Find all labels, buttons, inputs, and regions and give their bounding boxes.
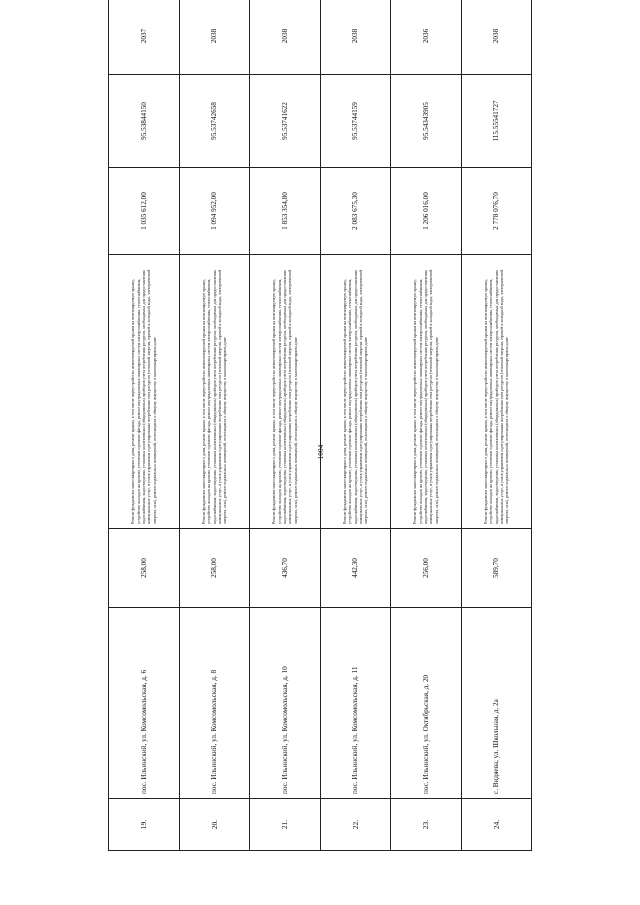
row-address: пос. Ильинский, ул. Комсомольская, д. 6 <box>109 608 180 799</box>
row-cost: 1 206 016,00 <box>391 168 462 255</box>
row-address: пос. Ильинский, ул. Комсомольская, д. 11 <box>320 608 391 799</box>
row-number: 23. <box>391 799 462 851</box>
row-cost: 1 094 952,00 <box>179 168 250 255</box>
row-year: 2038 <box>250 0 321 75</box>
row-area: 256,00 <box>391 529 462 608</box>
row-address: с. Видяева, ул. Школьная, д. 2а <box>461 608 532 799</box>
document-sheet <box>108 28 532 851</box>
table-row <box>461 0 532 851</box>
row-code: 95.53744159 <box>320 75 391 168</box>
row-work-description: Ремонт фундамента многоквартирного дома, ремонт крыши, в том числе переустройство невентилируемой крыши на вентилируемую крышу, устройство выходов на кровлю, утепление и ремонт фасада, ремонт внутридомовых инженерных систем электроснабжения, теплоснабжения, водоснабжения, водоотведения, установка коллективных (общедомовых) приборов учета потребления ресурсов, необходимых для предоставления коммунальных услуг, и узлов управления и регулирования потребления этих ресурсов (тепловой энергии, горячей и холодной воды, электрической энергии, газа), ремонт подвальных помещений, относящихся к общему имуществу в многоквартирном доме <box>109 255 180 529</box>
row-year: 2038 <box>461 0 532 75</box>
row-year: 2038 <box>179 0 250 75</box>
row-year: 2037 <box>109 0 180 75</box>
row-code: 95.54343905 <box>391 75 462 168</box>
row-area: 258,00 <box>179 529 250 608</box>
row-number: 21. <box>250 799 321 851</box>
row-cost: 1 853 354,80 <box>250 168 321 255</box>
row-number: 20. <box>179 799 250 851</box>
row-work-description: Ремонт фундамента многоквартирного дома, ремонт крыши, в том числе переустройство невентилируемой крыши на вентилируемую крышу, устройство выходов на кровлю, утепление и ремонт фасада, ремонт внутридомовых инженерных систем электроснабжения, теплоснабжения, водоснабжения, водоотведения, установка коллективных (общедомовых) приборов учета потребления ресурсов, необходимых для предоставления коммунальных услуг, и узлов управления и регулирования потребления этих ресурсов (тепловой энергии, горячей и холодной воды, электрической энергии, газа), ремонт подвальных помещений, относящихся к общему имуществу в многоквартирном доме <box>461 255 532 529</box>
page-number: 1004 <box>317 444 325 460</box>
row-area: 442,30 <box>320 529 391 608</box>
row-cost: 1 035 612,00 <box>109 168 180 255</box>
row-address: пос. Ильинский, ул. Комсомольская, д. 10 <box>250 608 321 799</box>
row-address: пос. Ильинский, ул. Октябрьская, д. 20 <box>391 608 462 799</box>
row-work-description: Ремонт фундамента многоквартирного дома, ремонт крыши, в том числе переустройство невентилируемой крыши на вентилируемую крышу, устройство выходов на кровлю, утепление и ремонт фасада, ремонт внутридомовых инженерных систем электроснабжения, теплоснабжения, водоснабжения, водоотведения, установка коллективных (общедомовых) приборов учета потребления ресурсов, необходимых для предоставления коммунальных услуг, и узлов управления и регулирования потребления этих ресурсов (тепловой энергии, горячей и холодной воды, электрической энергии, газа), ремонт подвальных помещений, относящихся к общему имуществу в многоквартирном доме <box>179 255 250 529</box>
row-year: 2036 <box>391 0 462 75</box>
table-row <box>179 0 250 851</box>
row-work-description: Ремонт фундамента многоквартирного дома, ремонт крыши, в том числе переустройство невентилируемой крыши на вентилируемую крышу, устройство выходов на кровлю, утепление и ремонт фасада, ремонт внутридомовых инженерных систем электроснабжения, теплоснабжения, водоснабжения, водоотведения, установка коллективных (общедомовых) приборов учета потребления ресурсов, необходимых для предоставления коммунальных услуг, и узлов управления и регулирования потребления этих ресурсов (тепловой энергии, горячей и холодной воды, электрической энергии, газа), ремонт подвальных помещений, относящихся к общему имуществу в многоквартирном доме <box>391 255 462 529</box>
row-code: 95.53844150 <box>109 75 180 168</box>
row-number: 19. <box>109 799 180 851</box>
row-cost: 2 083 675,30 <box>320 168 391 255</box>
row-number: 24. <box>461 799 532 851</box>
row-code: 95.53742658 <box>179 75 250 168</box>
table-row <box>109 0 180 851</box>
repair-schedule-table <box>108 0 532 851</box>
row-area: 589,70 <box>461 529 532 608</box>
row-work-description: Ремонт фундамента многоквартирного дома, ремонт крыши, в том числе переустройство невентилируемой крыши на вентилируемую крышу, устройство выходов на кровлю, утепление и ремонт фасада, ремонт внутридомовых инженерных систем электроснабжения, теплоснабжения, водоснабжения, водоотведения, установка коллективных (общедомовых) приборов учета потребления ресурсов, необходимых для предоставления коммунальных услуг, и узлов управления и регулирования потребления этих ресурсов (тепловой энергии, горячей и холодной воды, электрической энергии, газа), ремонт подвальных помещений, относящихся к общему имуществу в многоквартирном доме <box>250 255 321 529</box>
table-row <box>250 0 321 851</box>
row-number: 22. <box>320 799 391 851</box>
row-cost: 2 778 076,70 <box>461 168 532 255</box>
row-code: 95.53741622 <box>250 75 321 168</box>
row-address: пос. Ильинский, ул. Комсомольская, д. 8 <box>179 608 250 799</box>
table-row <box>391 0 462 851</box>
row-work-description: Ремонт фундамента многоквартирного дома, ремонт крыши, в том числе переустройство невентилируемой крыши на вентилируемую крышу, устройство выходов на кровлю, утепление и ремонт фасада, ремонт внутридомовых инженерных систем электроснабжения, теплоснабжения, водоснабжения, водоотведения, установка коллективных (общедомовых) приборов учета потребления ресурсов, необходимых для предоставления коммунальных услуг, и узлов управления и регулирования потребления этих ресурсов (тепловой энергии, горячей и холодной воды, электрической энергии, газа), ремонт подвальных помещений, относящихся к общему имуществу в многоквартирном доме <box>320 255 391 529</box>
row-code: 115.55541727 <box>461 75 532 168</box>
row-area: 436,70 <box>250 529 321 608</box>
table-row <box>320 0 391 851</box>
row-year: 2038 <box>320 0 391 75</box>
row-area: 258,00 <box>109 529 180 608</box>
